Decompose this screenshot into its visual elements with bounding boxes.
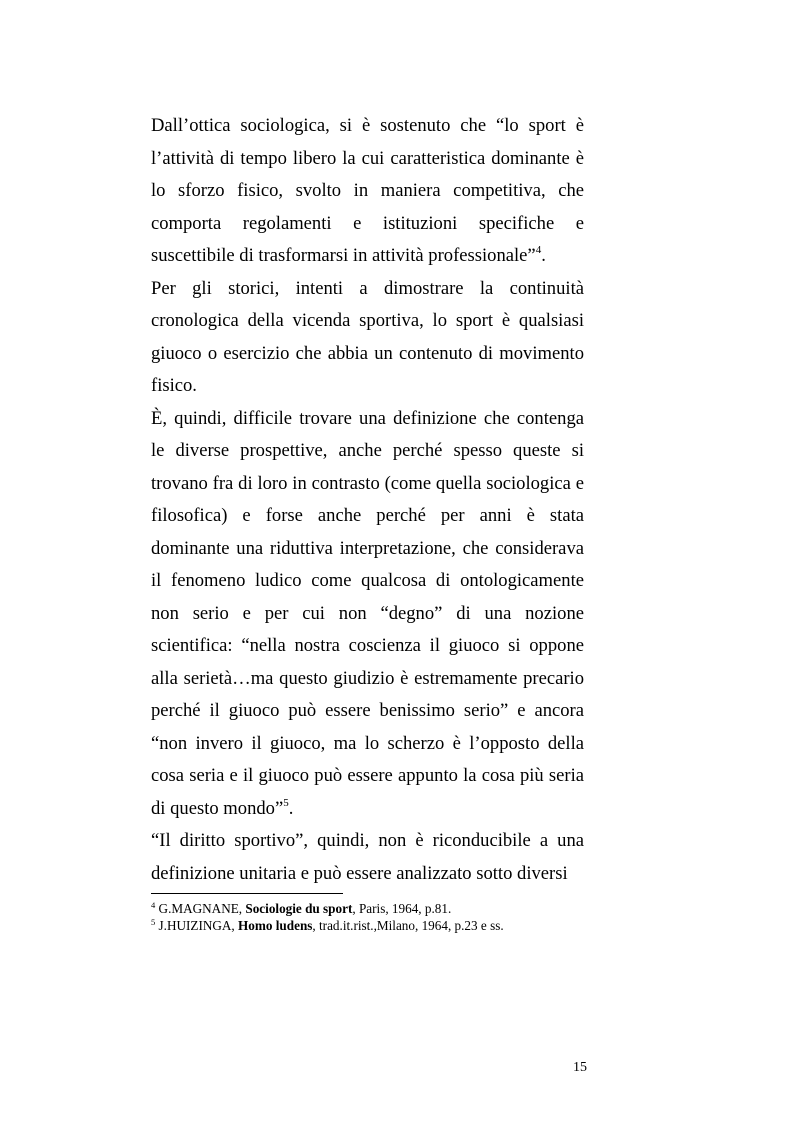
paragraph-text: Dall’ottica sociologica, si è sostenuto che “lo sport è l’attività di tempo libero la cui caratteristica dominante è lo sforzo fisico, svolto in maniera competitiva, che comporta regolamenti e istituzioni specifiche e suscettibile di trasformarsi in attività professionale” [151,115,584,266]
footnote-details: , trad.it.rist.,Milano, 1964, p.23 e ss. [312,918,504,933]
footnotes [151,900,584,934]
footnote-4 [151,900,584,917]
footnote-reference-5[interactable]: 5 [283,796,289,809]
footnote-details: , Paris, 1964, p.81. [352,901,452,916]
footnote-author: J.HUIZINGA, [158,918,239,933]
paragraph-sports-law [151,825,584,890]
footnote-5 [151,917,584,934]
paragraph-text: Per gli storici, intenti a dimostrare la continuità cronologica della vicenda sportiva, lo sport è qualsiasi giuoco o esercizio che abbia un contenuto di movimento fisico. [151,277,584,396]
paragraph-text: “Il diritto sportivo”, quindi, non è riconducibile a una definizione unitaria e può essere analizzato sotto diversi [151,830,584,884]
paragraph-punctuation: . [288,797,294,819]
footnote-title: Sociologie du sport [245,901,353,916]
footnote-title: Homo ludens [238,918,313,933]
footnote-number: 4 [151,900,156,910]
body-text [151,110,584,890]
paragraph-sociological-definition [151,110,584,273]
footnote-separator [151,893,343,894]
paragraph-definition-difficulty [151,403,584,826]
footnote-reference-4[interactable]: 4 [535,244,542,256]
paragraph-historical-definition [151,273,584,403]
footnote-number: 5 [151,917,156,927]
paragraph-punctuation: . [541,245,546,266]
page-number: 15 [573,1060,587,1075]
footnote-author: G.MAGNANE, [158,901,246,916]
paragraph-text: È, quindi, difficile trovare una definizione che contenga le diverse prospettive, anche perché spesso queste si trovano fra di loro in contrasto (come quella sociologica e filosofica) e forse anche perché per anni è stata dominante una riduttiva interpretazione, che considerava il fenomeno ludico come qualcosa di ontologicamente non serio e per cui non “degno” di una nozione scientifica: “nella nostra coscienza il giuoco si oppone alla serietà…ma questo giudizio è estremamente precario perché il giuoco può essere benissimo serio” e ancora “non invero il giuoco, ma lo scherzo è l’opposto della cosa seria e il giuoco può essere appunto la cosa più seria di questo mondo” [151,407,584,819]
